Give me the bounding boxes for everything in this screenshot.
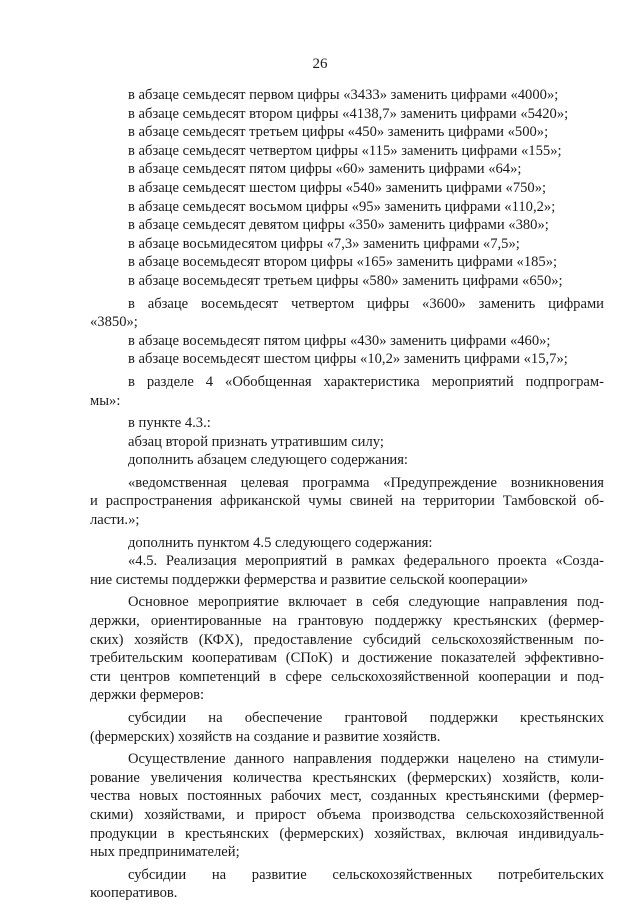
amendment-76: в абзаце семьдесят шестом цифры «540» заменить цифрами «750»; [128, 179, 547, 196]
amendment-86: в абзаце восемьдесят шестом цифры «10,2» заменить цифрами «15,7»; [128, 351, 568, 368]
point-4-5-title-line: ние системы поддержки фермерства и развитие сельской кооперации» [90, 571, 529, 588]
amendment-75: в абзаце семьдесят пятом цифры «60» заменить цифрами «64»; [128, 161, 522, 178]
quoted-program [90, 474, 604, 530]
main-measure-line: сти центров компетенций в сфере сельскохозяйственной кооперации и под- [90, 668, 604, 685]
amendment-83: в абзаце восемьдесят третьем цифры «580» заменить цифрами «650»; [128, 272, 563, 289]
coop-subsidy-line: кооперативов. [90, 885, 178, 902]
amendment-78: в абзаце семьдесят восьмом цифры «95» заменить цифрами «110,2»; [128, 198, 556, 215]
amendment-74: в абзаце семьдесят четвертом цифры «115» заменить цифрами «155»; [128, 142, 562, 159]
amendment-73: в абзаце семьдесят третьем цифры «450» заменить цифрами «500»; [128, 124, 549, 141]
quote-line: ласти.»; [90, 512, 140, 529]
main-measure-line: требительским кооперативам (СПоК) и достижение показателей эффективно- [90, 650, 604, 667]
grant-subsidy-line: (фермерских) хозяйств на создание и развитие хозяйств. [90, 728, 441, 745]
implementation-line: чества новых постоянных рабочих мест, созданных крестьянскими (фермер- [90, 788, 604, 805]
amendment-84 [90, 295, 604, 332]
implementation-line: рование увеличения количества крестьянских (фермерских) хозяйств, коли- [90, 769, 604, 786]
main-measure-line: держки, ориентированные на грантовую поддержку крестьянских (фермер- [90, 613, 604, 630]
point-4-5-title [90, 552, 604, 589]
main-measure-line: держки фермеров: [90, 687, 205, 704]
main-measure-line: ских) хозяйств (КФХ), предоставление субсидий сельскохозяйственным по- [90, 631, 604, 648]
quote-line: «ведомственная целевая программа «Предупреждение возникновения [128, 474, 604, 491]
point-4-5-title-line: «4.5. Реализация мероприятий в рамках федерального проекта «Созда- [128, 553, 604, 570]
add-point-4-5: дополнить пунктом 4.5 следующего содержания: [128, 534, 433, 551]
amendment-72: в абзаце семьдесят втором цифры «4138,7» заменить цифрами «5420»; [128, 105, 569, 122]
implementation-paragraph [90, 750, 604, 862]
document-body [90, 86, 604, 903]
amendment-85: в абзаце восемьдесят пятом цифры «430» заменить цифрами «460»; [128, 332, 551, 349]
coop-subsidy-paragraph [90, 866, 604, 903]
amendment-71: в абзаце семьдесят первом цифры «3433» заменить цифрами «4000»; [128, 87, 559, 103]
coop-subsidy-line: субсидии на развитие сельскохозяйственных потребительских [128, 866, 604, 883]
grant-subsidy-paragraph [90, 709, 604, 746]
implementation-line: Осуществление данного направления поддержки нацелено на стимули- [128, 751, 604, 768]
main-measure-line: Основное мероприятие включает в себя следующие направления под- [128, 594, 604, 611]
amendment-82: в абзаце восемьдесят втором цифры «165» заменить цифрами «185»; [128, 254, 558, 271]
amendment-80: в абзаце восьмидесятом цифры «7,3» заменить цифрами «7,5»; [128, 235, 520, 252]
amendment-84-line: в абзаце восемьдесят четвертом цифры «3600» заменить цифрами [128, 295, 604, 312]
amendment-79: в абзаце семьдесят девятом цифры «350» заменить цифрами «380»; [128, 217, 549, 234]
paragraph-invalid: абзац второй признать утратившим силу; [128, 433, 384, 450]
point-4-3: в пункте 4.3.: [128, 415, 211, 432]
supplement-intro: дополнить абзацем следующего содержания: [128, 452, 408, 469]
implementation-line: продукции в крестьянских (фермерских) хозяйствах, включая индивидуаль- [90, 825, 604, 842]
section-4-line: в разделе 4 «Обобщенная характеристика мероприятий подпрограм- [128, 373, 604, 390]
page-number: 26 [312, 56, 328, 72]
amendment-list [90, 86, 604, 291]
implementation-line: скими) хозяйствами, и прирост объема производства сельскохозяйственной [90, 806, 604, 823]
amendment-84-line: «3850»; [90, 314, 138, 331]
amendment-list-b [90, 332, 604, 369]
main-measure-paragraph [90, 593, 604, 705]
section-4-heading [90, 373, 604, 410]
implementation-line: ных предпринимателей; [90, 844, 240, 861]
grant-subsidy-line: субсидии на обеспечение грантовой поддержки крестьянских [128, 710, 604, 726]
quote-line: и распространения африканской чумы свиней на территории Тамбовской об- [90, 493, 604, 510]
section-4-line: мы»: [90, 392, 121, 409]
